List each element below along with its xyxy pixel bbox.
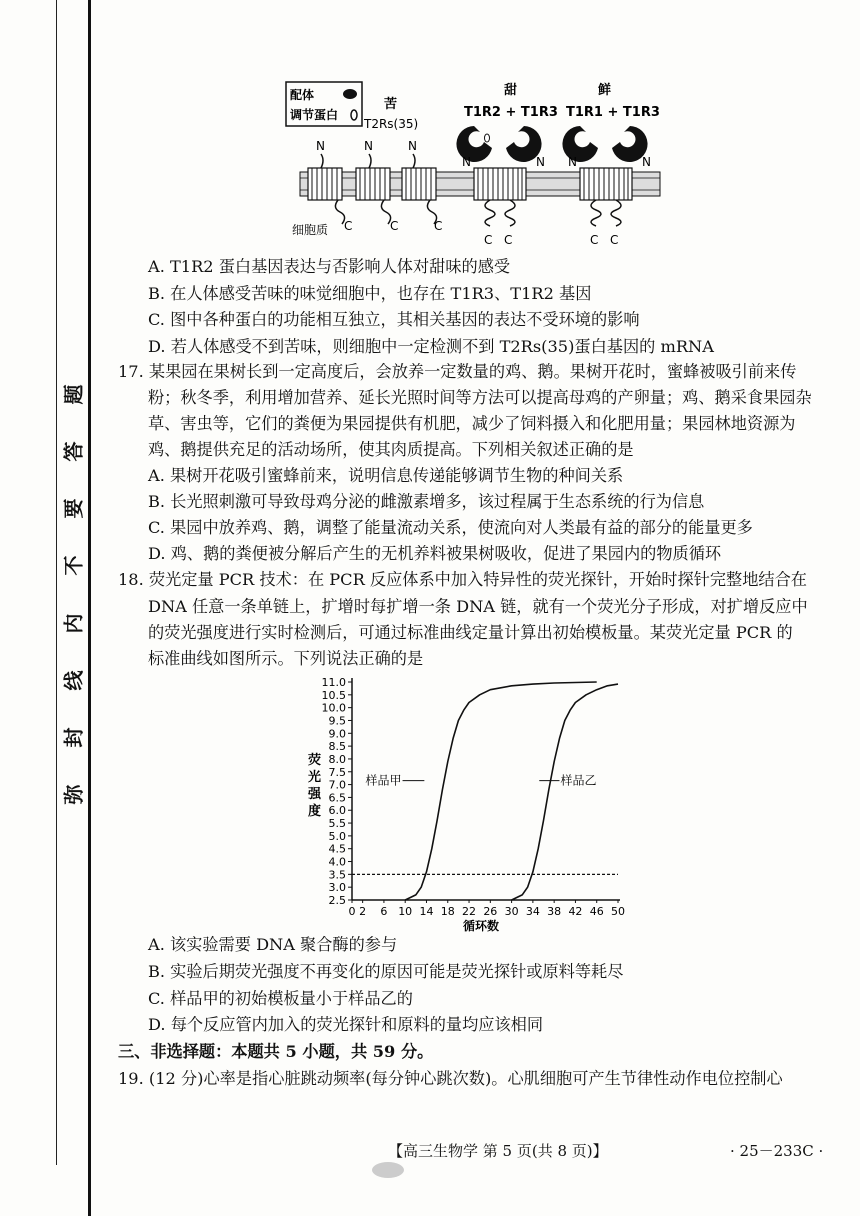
y-axis-label-char: 荧 (308, 753, 322, 768)
q18-stem-line: 18. 荧光定量 PCR 技术：在 PCR 反应体系中加入特异性的荧光探针，开始时探针完整地结合在 (118, 570, 807, 589)
y-tick-label: 5.5 (328, 817, 346, 831)
x-tick-label: 6 (380, 905, 388, 918)
c-terminal-label: C (344, 219, 353, 233)
c-terminal-label: C (504, 233, 513, 247)
x-tick-label: 42 (568, 905, 583, 918)
legend-ligand-label: 配体 (290, 88, 315, 102)
footer-page-info: 【高三生物学 第 5 页(共 8 页)】 (388, 1142, 608, 1160)
q16-option-a: A. T1R2 蛋白基因表达与否影响人体对甜味的感受 (148, 257, 511, 276)
seal-char: 封 (61, 727, 86, 748)
bitter-receptor (402, 139, 442, 233)
seal-char: 内 (61, 613, 86, 634)
taste-receptor-diagram (278, 78, 668, 250)
q17-stem-line: 草、害虫等，它们的粪便为果园提供有机肥，减少了饲料摄入和化肥用量；果园林地资源为 (148, 414, 796, 433)
x-tick-label: 46 (589, 905, 604, 918)
x-axis-label: 循环数 (462, 919, 500, 933)
c-terminal-label: C (610, 233, 619, 247)
seal-text (58, 380, 86, 810)
q17-option-a: A. 果树开花吸引蜜蜂前来，说明信息传递能够调节生物的种间关系 (148, 466, 624, 485)
y-tick-label: 10.5 (321, 688, 346, 702)
y-axis-label (307, 752, 322, 819)
c-terminal-label: C (484, 233, 493, 247)
regulator-icon (351, 110, 357, 120)
q18-option-b: B. 实验后期荧光强度不再变化的原因可能是荧光探针或原料等耗尽 (148, 962, 624, 981)
x-tick-label: 14 (419, 905, 434, 918)
x-tick-label: 10 (398, 905, 413, 918)
y-tick-label: 10.0 (321, 701, 346, 715)
bitter-receptor-label: T2Rs(35) (364, 117, 419, 131)
x-tick-label: 18 (440, 905, 455, 918)
x-tick-label: 22 (462, 905, 477, 918)
bitter-label: 苦 (384, 97, 398, 112)
q18-option-d: D. 每个反应管内加入的荧光探针和原料的量均应该相同 (148, 1015, 544, 1034)
q18-stem-line: 的荧光强度进行实时检测后，可通过标准曲线定量计算出初始模板量。某荧光定量 PCR 的 (148, 623, 793, 642)
pcr-standard-curve-chart (300, 672, 640, 934)
y-tick-label: 5.0 (328, 829, 346, 843)
seal-char: 不 (61, 555, 86, 576)
c-terminal-label: C (390, 219, 399, 233)
umami-label: 鲜 (598, 83, 612, 98)
legend-regulator-label: 调节蛋白 (290, 108, 339, 122)
q16-option-d: D. 若人体感受不到苦味，则细胞中一定检测不到 T2Rs(35)蛋白基因的 mRNA (148, 337, 714, 356)
seal-char: 线 (61, 670, 86, 691)
y-tick-label: 9.5 (328, 714, 346, 728)
q17-option-c: C. 果园中放养鸡、鹅，调整了能量流动关系，使流向对人类最有益的部分的能量更多 (148, 518, 753, 537)
y-tick-label: 2.5 (328, 894, 346, 907)
q18-option-c: C. 样品甲的初始模板量小于样品乙的 (148, 989, 413, 1008)
y-tick-label: 3.5 (328, 868, 346, 882)
x-tick-label: 50 (611, 905, 625, 918)
scan-smudge (366, 1158, 416, 1182)
footer-code: · 25－233C · (730, 1142, 824, 1160)
sweet-receptor-label: T1R2 + T1R3 (464, 105, 558, 120)
y-axis-label-char: 光 (308, 770, 322, 785)
y-tick-label: 11.0 (321, 676, 346, 689)
binding-line (88, 0, 91, 1216)
q17-stem-line: 17. 某果园在果树长到一定高度后，会放养一定数量的鸡、鹅。果树开花时，蜜蜂被吸引前来传 (118, 362, 797, 381)
c-terminal-label: C (434, 219, 443, 233)
q18-stem-line: DNA 任意一条单链上，扩增时每扩增一条 DNA 链，就有一个荧光分子形成，对扩增反应中 (148, 597, 808, 616)
n-terminal-label: N (408, 139, 417, 153)
seal-char: 答 (61, 441, 86, 462)
series-line-2 (512, 684, 618, 900)
q17-stem-line: 粉；秋冬季，利用增加营养、延长光照时间等方法可以提高母鸡的产卵量；鸡、鹅采食果园杂 (148, 388, 812, 407)
sweet-label: 甜 (504, 83, 518, 98)
q16-option-b: B. 在人体感受苦味的味觉细胞中，也存在 T1R3、T1R2 基因 (148, 284, 592, 303)
seal-char: 要 (61, 498, 86, 519)
y-axis (322, 676, 353, 907)
series-layer (352, 682, 618, 900)
x-tick-label: 2 (359, 905, 367, 918)
section-heading: 三、非选择题：本题共 5 小题，共 59 分。 (118, 1042, 434, 1061)
n-terminal-label: N (364, 139, 373, 153)
c-terminal-label: C (590, 233, 599, 247)
y-tick-label: 4.5 (328, 842, 346, 856)
series-label: 样品甲 (365, 773, 402, 788)
n-terminal-label: N (462, 155, 471, 169)
umami-receptor-label: T1R1 + T1R3 (566, 105, 660, 120)
x-tick-label: 38 (547, 905, 562, 918)
y-tick-label: 7.0 (328, 778, 346, 792)
y-tick-label: 8.0 (328, 752, 346, 766)
n-terminal-label: N (568, 155, 577, 169)
q18-stem-line: 标准曲线如图所示。下列说法正确的是 (148, 649, 424, 668)
y-tick-label: 6.0 (328, 804, 346, 818)
x-tick-label: 0 (348, 905, 356, 918)
seal-char: 弥 (61, 784, 86, 805)
margin-line (56, 0, 57, 1165)
x-tick-label: 26 (483, 905, 498, 918)
series-label: 样品乙 (560, 773, 597, 788)
y-tick-label: 9.0 (328, 727, 346, 741)
seal-char: 题 (61, 384, 86, 405)
x-axis (349, 900, 626, 918)
q19-stem-line: 19. (12 分)心率是指心脏跳动频率(每分钟心跳次数)。心肌细胞可产生节律性动作电位控制心 (118, 1069, 783, 1088)
n-terminal-label: N (642, 155, 651, 169)
n-terminal-label: N (316, 139, 325, 153)
y-axis-label-char: 度 (308, 804, 322, 819)
y-tick-label: 6.5 (328, 791, 346, 805)
cytoplasm-label: 细胞质 (292, 223, 329, 237)
y-tick-label: 7.5 (328, 765, 346, 779)
x-tick-label: 30 (504, 905, 519, 918)
y-tick-label: 8.5 (328, 740, 346, 754)
q18-option-a: A. 该实验需要 DNA 聚合酶的参与 (148, 935, 398, 954)
y-tick-label: 4.0 (328, 855, 346, 869)
x-tick-label: 34 (525, 905, 540, 918)
q17-option-d: D. 鸡、鹅的粪便被分解后产生的无机养料被果树吸收，促进了果园内的物质循环 (148, 544, 722, 563)
y-tick-label: 3.0 (328, 881, 346, 895)
ligand-icon (343, 89, 357, 99)
y-axis-label-char: 强 (308, 787, 322, 802)
n-terminal-label: N (536, 155, 545, 169)
q16-option-c: C. 图中各种蛋白的功能相互独立，其相关基因的表达不受环境的影响 (148, 310, 640, 329)
q17-stem-line: 鸡、鹅提供充足的活动场所，使其肉质提高。下列相关叙述正确的是 (148, 440, 634, 459)
q17-option-b: B. 长光照刺激可导致母鸡分泌的雌激素增多，该过程属于生态系统的行为信息 (148, 492, 705, 511)
